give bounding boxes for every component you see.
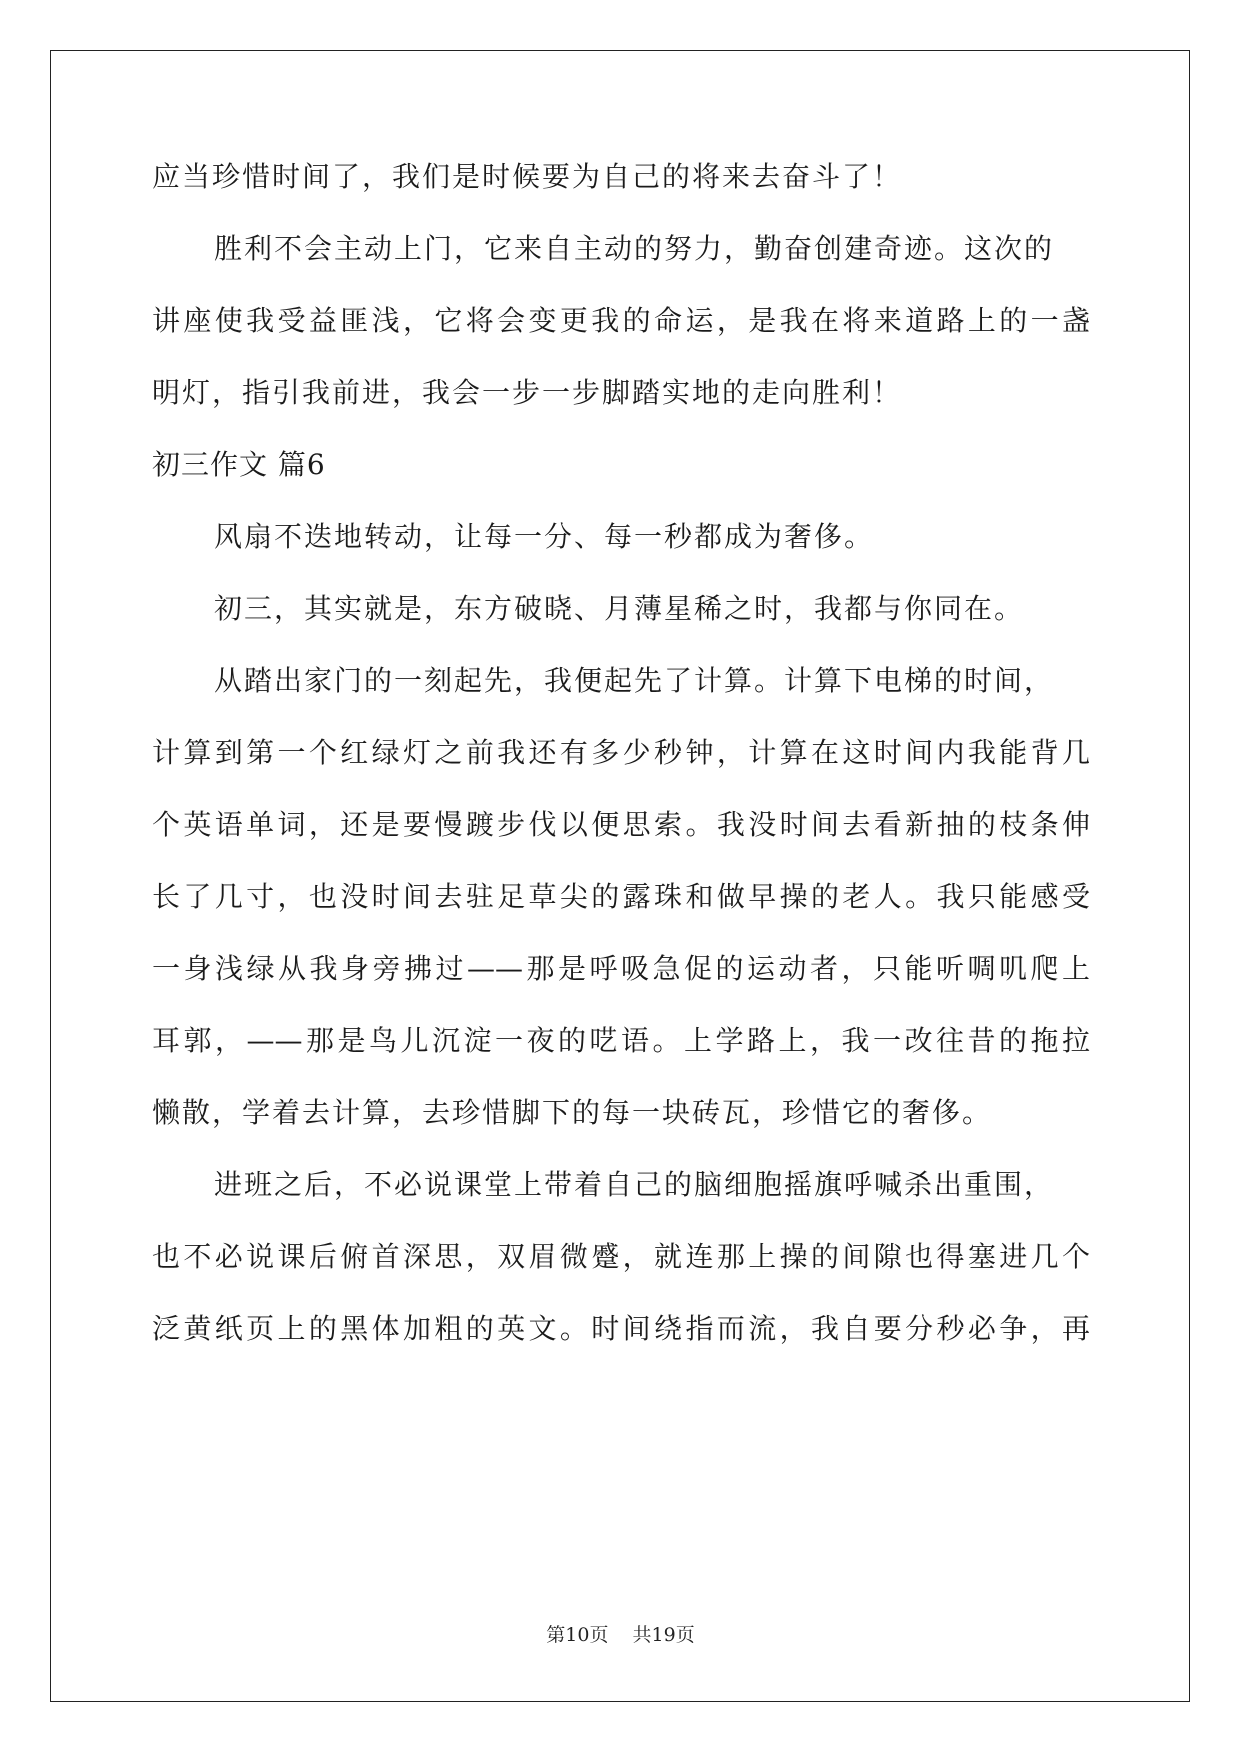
text-line: 计算到第一个红绿灯之前我还有多少秒钟，计算在这时间内我能背几	[152, 736, 1090, 769]
text-line: 应当珍惜时间了，我们是时候要为自己的将来去奋斗了！	[152, 160, 903, 193]
page-number: 第10页	[546, 1624, 609, 1646]
text-line: 也不必说课后俯首深思，双眉微蹙，就连那上操的间隙也得塞进几个	[152, 1240, 1090, 1273]
text-line: 一身浅绿从我身旁拂过——那是呼吸急促的运动者，只能听啁叽爬上	[152, 952, 1090, 985]
text-line: 胜利不会主动上门，它来自主动的努力，勤奋创建奇迹。这次的	[214, 232, 1055, 265]
page-border	[50, 50, 1190, 1702]
text-line: 从踏出家门的一刻起先，我便起先了计算。计算下电梯的时间，	[214, 664, 1055, 697]
text-line: 耳郭，——那是鸟儿沉淀一夜的呓语。上学路上，我一改往昔的拖拉	[152, 1024, 1090, 1057]
text-line: 个英语单词，还是要慢踱步伐以便思索。我没时间去看新抽的枝条伸	[152, 808, 1090, 841]
text-line: 进班之后，不必说课堂上带着自己的脑细胞摇旗呼喊杀出重围，	[214, 1168, 1055, 1201]
text-line: 明灯，指引我前进，我会一步一步脚踏实地的走向胜利！	[152, 376, 903, 409]
page-total: 共19页	[632, 1624, 695, 1646]
text-line: 长了几寸，也没时间去驻足草尖的露珠和做早操的老人。我只能感受	[152, 880, 1090, 913]
text-line: 风扇不迭地转动，让每一分、每一秒都成为奢侈。	[214, 520, 875, 553]
text-line: 初三，其实就是，东方破晓、月薄星稀之时，我都与你同在。	[214, 592, 1025, 625]
text-line: 懒散，学着去计算，去珍惜脚下的每一块砖瓦，珍惜它的奢侈。	[152, 1096, 993, 1129]
text-line: 泛黄纸页上的黑体加粗的英文。时间绕指而流，我自要分秒必争，再	[152, 1312, 1090, 1345]
page-footer	[0, 1620, 1241, 1647]
text-line: 讲座使我受益匪浅，它将会变更我的命运，是我在将来道路上的一盏	[152, 304, 1090, 337]
section-heading: 初三作文 篇6	[152, 448, 326, 481]
